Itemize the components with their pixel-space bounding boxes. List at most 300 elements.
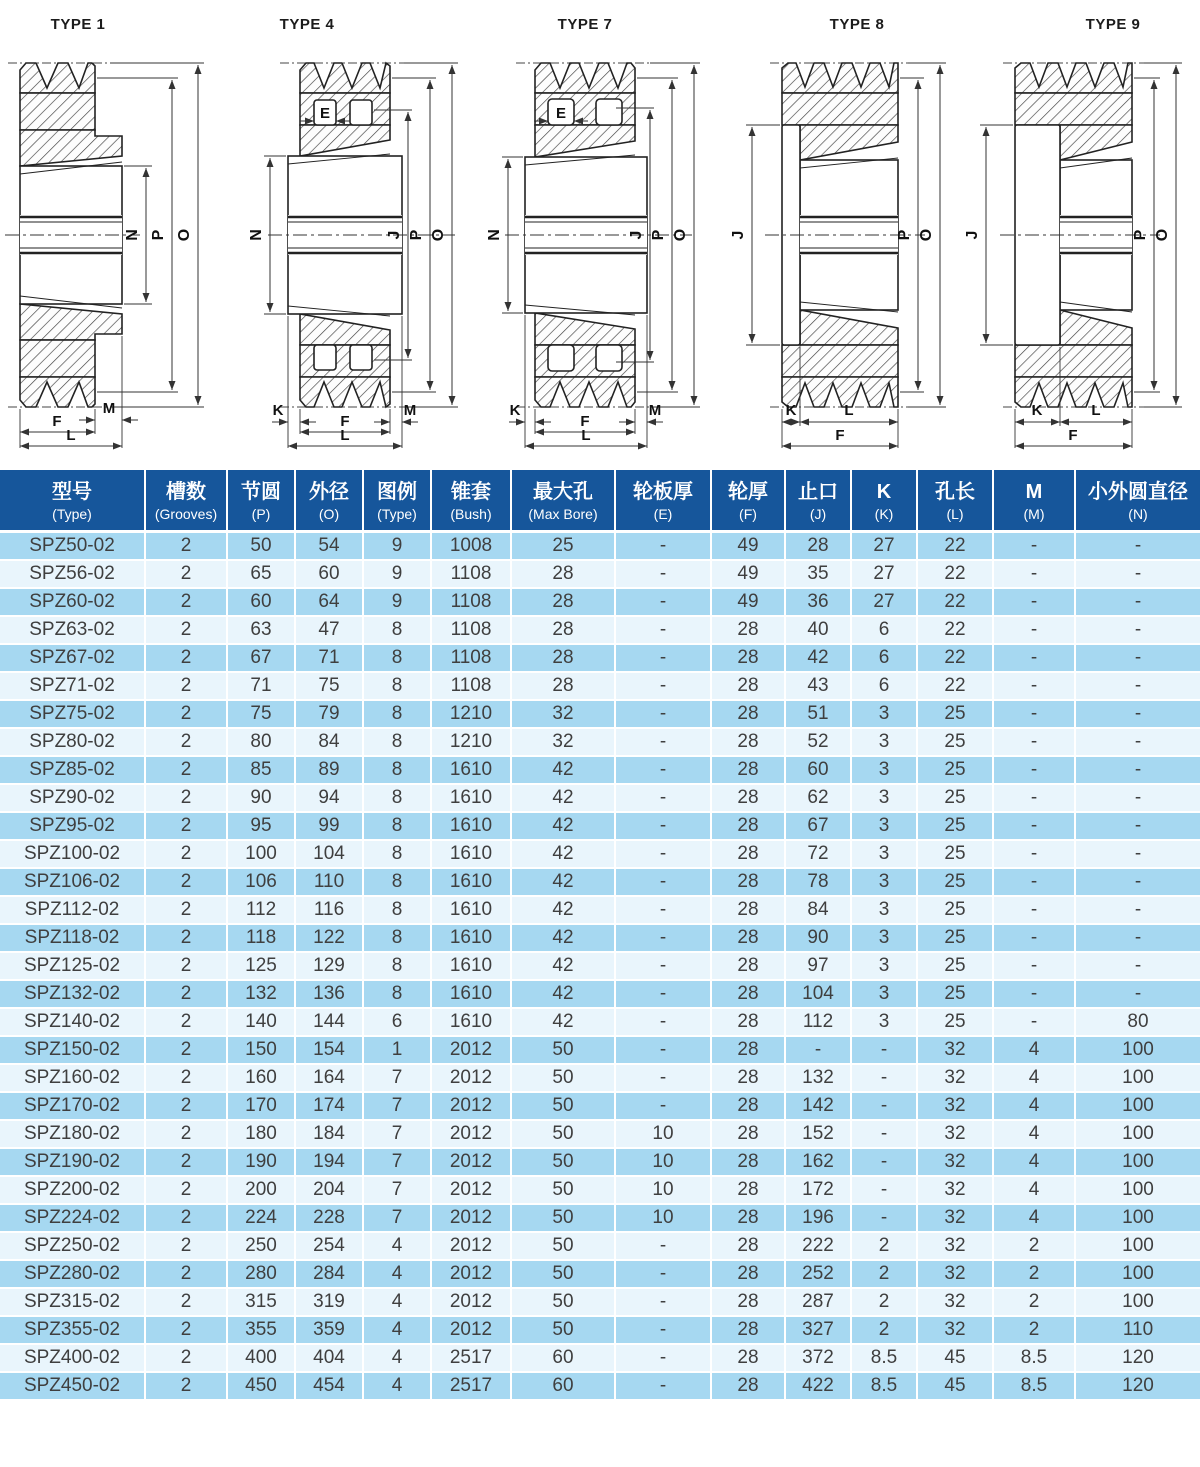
table-cell: 65 <box>228 561 296 589</box>
table-cell: 25 <box>918 1009 994 1037</box>
table-cell: - <box>616 1261 712 1289</box>
table-cell: 27 <box>852 561 918 589</box>
table-cell: 112 <box>228 897 296 925</box>
table-cell: 84 <box>786 897 852 925</box>
table-cell: 2 <box>146 981 228 1009</box>
dim-label-p: P <box>1132 229 1149 241</box>
table-cell: 2 <box>146 1317 228 1345</box>
table-cell: 1108 <box>432 589 512 617</box>
table-cell: 4 <box>364 1373 432 1401</box>
table-cell: SPZ125-02 <box>0 953 146 981</box>
table-cell: 28 <box>712 617 786 645</box>
table-cell: 90 <box>228 785 296 813</box>
table-cell: 1210 <box>432 729 512 757</box>
table-cell: 8 <box>364 953 432 981</box>
table-cell: 42 <box>512 785 616 813</box>
table-cell: 32 <box>512 729 616 757</box>
table-cell: 1108 <box>432 617 512 645</box>
table-cell: 28 <box>712 673 786 701</box>
table-cell: SPZ71-02 <box>0 673 146 701</box>
table-cell: 60 <box>296 561 364 589</box>
pulley-drawing-type-8 <box>720 30 960 450</box>
table-cell: SPZ118-02 <box>0 925 146 953</box>
table-cell: 4 <box>364 1317 432 1345</box>
table-cell: - <box>994 561 1076 589</box>
column-header-9: 止口 (J) <box>786 470 852 533</box>
table-cell: SPZ63-02 <box>0 617 146 645</box>
table-cell: 287 <box>786 1289 852 1317</box>
table-cell: 42 <box>512 897 616 925</box>
table-cell: 6 <box>852 673 918 701</box>
table-cell: 71 <box>296 645 364 673</box>
table-cell: SPZ315-02 <box>0 1289 146 1317</box>
table-cell: 50 <box>512 1177 616 1205</box>
table-cell: 8 <box>364 925 432 953</box>
table-cell: 67 <box>228 645 296 673</box>
table-cell: 4 <box>364 1233 432 1261</box>
table-cell: 32 <box>918 1177 994 1205</box>
table-cell: 28 <box>712 701 786 729</box>
table-row <box>0 1037 1200 1065</box>
table-cell: 100 <box>1076 1065 1200 1093</box>
table-cell: - <box>994 1009 1076 1037</box>
table-cell: - <box>616 1345 712 1373</box>
table-cell: 1610 <box>432 757 512 785</box>
table-cell: 2 <box>146 645 228 673</box>
table-cell: 63 <box>228 617 296 645</box>
table-cell: 1108 <box>432 561 512 589</box>
table-cell: - <box>994 897 1076 925</box>
dim-label-o: O <box>672 228 689 242</box>
dim-label-o: O <box>1154 228 1171 242</box>
table-cell: 80 <box>1076 1009 1200 1037</box>
table-cell: 422 <box>786 1373 852 1401</box>
table-cell: SPZ400-02 <box>0 1345 146 1373</box>
table-cell: 228 <box>296 1205 364 1233</box>
table-cell: 49 <box>712 533 786 561</box>
table-cell: 8 <box>364 981 432 1009</box>
dim-label-f: F <box>52 413 62 430</box>
table-cell: 400 <box>228 1345 296 1373</box>
table-cell: 3 <box>852 953 918 981</box>
column-header-12: M (M) <box>994 470 1076 533</box>
table-cell: 32 <box>918 1121 994 1149</box>
table-cell: 28 <box>712 1121 786 1149</box>
table-cell: 2517 <box>432 1373 512 1401</box>
table-cell: SPZ60-02 <box>0 589 146 617</box>
table-cell: 254 <box>296 1233 364 1261</box>
table-cell: 170 <box>228 1093 296 1121</box>
table-cell: 2 <box>994 1317 1076 1345</box>
table-cell: 67 <box>786 813 852 841</box>
table-cell: 172 <box>786 1177 852 1205</box>
table-cell: - <box>616 869 712 897</box>
table-cell: SPZ200-02 <box>0 1177 146 1205</box>
table-cell: 49 <box>712 589 786 617</box>
table-cell: - <box>1076 673 1200 701</box>
table-row <box>0 1093 1200 1121</box>
table-cell: 2 <box>146 1373 228 1401</box>
table-cell: 2 <box>146 757 228 785</box>
table-cell: 42 <box>512 841 616 869</box>
dim-label-m: M <box>102 400 116 417</box>
table-cell: 32 <box>918 1149 994 1177</box>
table-cell: SPZ140-02 <box>0 1009 146 1037</box>
column-header-8: 轮厚 (F) <box>712 470 786 533</box>
diagram-title-type-8: TYPE 8 <box>829 16 885 33</box>
table-cell: 2 <box>146 1233 228 1261</box>
table-cell: 1610 <box>432 813 512 841</box>
table-cell: 110 <box>296 869 364 897</box>
table-cell: 28 <box>712 1233 786 1261</box>
dim-label-f: F <box>1068 427 1078 444</box>
table-cell: - <box>616 1289 712 1317</box>
table-cell: 355 <box>228 1317 296 1345</box>
table-cell: - <box>1076 533 1200 561</box>
table-cell: SPZ112-02 <box>0 897 146 925</box>
column-header-11: 孔长 (L) <box>918 470 994 533</box>
table-row <box>0 841 1200 869</box>
table-cell: 85 <box>228 757 296 785</box>
table-cell: 8.5 <box>994 1345 1076 1373</box>
table-cell: 2 <box>146 729 228 757</box>
diagram-type-8 <box>720 0 960 470</box>
table-cell: 162 <box>786 1149 852 1177</box>
table-cell: 42 <box>512 953 616 981</box>
table-cell: 2012 <box>432 1317 512 1345</box>
table-cell: 8.5 <box>994 1373 1076 1401</box>
table-cell: 2012 <box>432 1065 512 1093</box>
table-cell: 60 <box>512 1373 616 1401</box>
table-cell: 250 <box>228 1233 296 1261</box>
table-cell: 3 <box>852 757 918 785</box>
table-cell: - <box>616 785 712 813</box>
table-cell: 194 <box>296 1149 364 1177</box>
table-cell: 28 <box>712 1373 786 1401</box>
table-cell: - <box>994 813 1076 841</box>
table-row <box>0 561 1200 589</box>
table-row <box>0 673 1200 701</box>
table-cell: 104 <box>786 981 852 1009</box>
table-cell: 27 <box>852 589 918 617</box>
table-cell: 252 <box>786 1261 852 1289</box>
table-row <box>0 1261 1200 1289</box>
table-cell: SPZ150-02 <box>0 1037 146 1065</box>
dim-label-l: L <box>1091 402 1101 419</box>
table-cell: SPZ80-02 <box>0 729 146 757</box>
table-row <box>0 1233 1200 1261</box>
table-cell: 1008 <box>432 533 512 561</box>
table-cell: 2 <box>146 589 228 617</box>
table-cell: 2012 <box>432 1037 512 1065</box>
table-cell: 1610 <box>432 925 512 953</box>
table-cell: 28 <box>512 645 616 673</box>
table-cell: 50 <box>512 1233 616 1261</box>
table-cell: - <box>1076 925 1200 953</box>
table-cell: 2 <box>146 561 228 589</box>
dim-label-j: J <box>964 230 981 240</box>
table-row <box>0 1065 1200 1093</box>
table-cell: 28 <box>712 925 786 953</box>
table-cell: 6 <box>852 645 918 673</box>
table-cell: 50 <box>512 1149 616 1177</box>
table-cell: - <box>1076 841 1200 869</box>
table-cell: - <box>852 1149 918 1177</box>
table-cell: 28 <box>712 841 786 869</box>
table-cell: 32 <box>918 1093 994 1121</box>
table-cell: 3 <box>852 897 918 925</box>
table-cell: SPZ56-02 <box>0 561 146 589</box>
table-cell: 10 <box>616 1149 712 1177</box>
table-cell: SPZ85-02 <box>0 757 146 785</box>
table-cell: 25 <box>512 533 616 561</box>
table-cell: 140 <box>228 1009 296 1037</box>
table-cell: 2 <box>146 869 228 897</box>
table-cell: - <box>1076 589 1200 617</box>
table-cell: - <box>616 561 712 589</box>
table-cell: - <box>994 533 1076 561</box>
dim-label-n: N <box>486 229 503 241</box>
table-cell: - <box>852 1177 918 1205</box>
table-cell: 284 <box>296 1261 364 1289</box>
table-cell: - <box>852 1093 918 1121</box>
table-cell: 40 <box>786 617 852 645</box>
table-cell: - <box>1076 729 1200 757</box>
table-cell: 100 <box>1076 1149 1200 1177</box>
table-cell: 22 <box>918 533 994 561</box>
table-cell: 32 <box>512 701 616 729</box>
table-cell: 8 <box>364 785 432 813</box>
table-cell: 222 <box>786 1233 852 1261</box>
column-header-1: 槽数 (Grooves) <box>146 470 228 533</box>
table-cell: SPZ224-02 <box>0 1205 146 1233</box>
table-cell: 32 <box>918 1233 994 1261</box>
table-cell: 100 <box>228 841 296 869</box>
table-cell: 28 <box>512 673 616 701</box>
table-cell: 100 <box>1076 1037 1200 1065</box>
table-cell: 2 <box>994 1261 1076 1289</box>
table-cell: 1610 <box>432 897 512 925</box>
column-header-5: 锥套 (Bush) <box>432 470 512 533</box>
table-cell: 89 <box>296 757 364 785</box>
table-cell: SPZ67-02 <box>0 645 146 673</box>
diagram-title-type-9: TYPE 9 <box>1085 16 1141 33</box>
table-cell: - <box>852 1065 918 1093</box>
table-row <box>0 617 1200 645</box>
table-cell: 132 <box>786 1065 852 1093</box>
pulley-drawing-type-7 <box>480 30 720 450</box>
table-cell: 32 <box>918 1065 994 1093</box>
table-cell: - <box>616 897 712 925</box>
table-cell: 2 <box>146 1037 228 1065</box>
column-header-4: 图例 (Type) <box>364 470 432 533</box>
dim-label-f: F <box>580 413 590 430</box>
table-cell: 2012 <box>432 1233 512 1261</box>
table-cell: 78 <box>786 869 852 897</box>
table-cell: 28 <box>712 1177 786 1205</box>
column-header-3: 外径 (O) <box>296 470 364 533</box>
table-cell: 144 <box>296 1009 364 1037</box>
pulley-type-diagrams <box>0 0 1200 470</box>
table-cell: 112 <box>786 1009 852 1037</box>
table-row <box>0 589 1200 617</box>
table-cell: 2 <box>146 701 228 729</box>
table-cell: 8 <box>364 869 432 897</box>
table-cell: 8.5 <box>852 1373 918 1401</box>
table-row <box>0 1009 1200 1037</box>
table-cell: 35 <box>786 561 852 589</box>
table-cell: 100 <box>1076 1261 1200 1289</box>
table-row <box>0 897 1200 925</box>
table-cell: 7 <box>364 1177 432 1205</box>
diagram-type-9 <box>960 0 1200 470</box>
table-cell: 174 <box>296 1093 364 1121</box>
table-cell: 3 <box>852 1009 918 1037</box>
table-row <box>0 1177 1200 1205</box>
table-cell: 75 <box>296 673 364 701</box>
table-cell: - <box>616 533 712 561</box>
diagram-title-type-1: TYPE 1 <box>50 16 106 33</box>
table-row <box>0 1345 1200 1373</box>
table-row <box>0 1205 1200 1233</box>
table-cell: - <box>1076 785 1200 813</box>
table-cell: 100 <box>1076 1177 1200 1205</box>
table-cell: 3 <box>852 869 918 897</box>
table-cell: 4 <box>994 1177 1076 1205</box>
table-cell: 2 <box>146 1009 228 1037</box>
table-cell: 3 <box>852 701 918 729</box>
table-cell: 150 <box>228 1037 296 1065</box>
table-cell: 25 <box>918 869 994 897</box>
diagram-type-4 <box>240 0 480 470</box>
table-cell: SPZ190-02 <box>0 1149 146 1177</box>
table-cell: 2 <box>852 1233 918 1261</box>
table-cell: SPZ355-02 <box>0 1317 146 1345</box>
table-cell: 28 <box>712 729 786 757</box>
table-cell: 2517 <box>432 1345 512 1373</box>
dim-label-j: J <box>730 230 747 240</box>
table-cell: 28 <box>712 1289 786 1317</box>
table-cell: 2 <box>146 925 228 953</box>
table-cell: 50 <box>512 1121 616 1149</box>
table-cell: SPZ50-02 <box>0 533 146 561</box>
table-cell: 319 <box>296 1289 364 1317</box>
table-cell: 22 <box>918 617 994 645</box>
table-cell: 118 <box>228 925 296 953</box>
table-cell: 110 <box>1076 1317 1200 1345</box>
table-cell: 25 <box>918 701 994 729</box>
table-row <box>0 1289 1200 1317</box>
dim-label-m: M <box>403 402 417 419</box>
table-cell: 2 <box>146 813 228 841</box>
table-cell: - <box>994 925 1076 953</box>
table-cell: 50 <box>512 1093 616 1121</box>
table-cell: - <box>616 1009 712 1037</box>
table-cell: - <box>1076 869 1200 897</box>
table-cell: 28 <box>712 981 786 1009</box>
column-header-10: K (K) <box>852 470 918 533</box>
table-cell: 42 <box>786 645 852 673</box>
table-cell: 50 <box>228 533 296 561</box>
dim-label-f: F <box>340 413 350 430</box>
table-cell: 22 <box>918 561 994 589</box>
table-cell: 50 <box>512 1261 616 1289</box>
table-cell: - <box>616 673 712 701</box>
table-cell: 2012 <box>432 1177 512 1205</box>
dim-label-p: P <box>650 229 667 241</box>
table-cell: 1108 <box>432 645 512 673</box>
table-cell: 136 <box>296 981 364 1009</box>
pulley-drawing-type-9 <box>960 30 1200 450</box>
table-cell: 100 <box>1076 1289 1200 1317</box>
dim-label-k: K <box>272 402 284 419</box>
table-cell: 64 <box>296 589 364 617</box>
table-cell: 25 <box>918 953 994 981</box>
table-cell: - <box>1076 897 1200 925</box>
table-cell: 32 <box>918 1317 994 1345</box>
table-cell: 10 <box>616 1121 712 1149</box>
table-cell: 4 <box>364 1345 432 1373</box>
table-cell: 25 <box>918 925 994 953</box>
table-cell: 2 <box>146 953 228 981</box>
table-cell: - <box>616 645 712 673</box>
table-row <box>0 1317 1200 1345</box>
table-cell: 1610 <box>432 1009 512 1037</box>
table-cell: 27 <box>852 533 918 561</box>
column-header-13: 小外圆直径 (N) <box>1076 470 1200 533</box>
table-cell: 7 <box>364 1065 432 1093</box>
table-cell: 90 <box>786 925 852 953</box>
table-cell: 43 <box>786 673 852 701</box>
table-cell: 132 <box>228 981 296 1009</box>
table-cell: 97 <box>786 953 852 981</box>
table-cell: - <box>994 673 1076 701</box>
table-cell: 2 <box>852 1289 918 1317</box>
pulley-drawing-type-1 <box>0 30 240 450</box>
table-cell: - <box>994 869 1076 897</box>
table-cell: 22 <box>918 645 994 673</box>
table-cell: - <box>1076 617 1200 645</box>
table-cell: - <box>616 1233 712 1261</box>
table-cell: 8.5 <box>852 1345 918 1373</box>
table-cell: 4 <box>364 1261 432 1289</box>
table-row <box>0 533 1200 561</box>
table-cell: 3 <box>852 729 918 757</box>
table-cell: - <box>786 1037 852 1065</box>
table-cell: - <box>616 1317 712 1345</box>
table-cell: 2 <box>852 1261 918 1289</box>
table-cell: 42 <box>512 757 616 785</box>
table-cell: - <box>1076 561 1200 589</box>
table-row <box>0 925 1200 953</box>
table-cell: 450 <box>228 1373 296 1401</box>
table-cell: 71 <box>228 673 296 701</box>
table-cell: 100 <box>1076 1093 1200 1121</box>
table-cell: 25 <box>918 785 994 813</box>
table-cell: 28 <box>712 1065 786 1093</box>
table-cell: 4 <box>994 1065 1076 1093</box>
table-cell: SPZ100-02 <box>0 841 146 869</box>
dim-label-j: J <box>628 230 645 240</box>
table-cell: 1210 <box>432 701 512 729</box>
table-cell: 28 <box>786 533 852 561</box>
dim-label-l: L <box>581 427 591 444</box>
table-cell: - <box>616 981 712 1009</box>
table-cell: - <box>1076 953 1200 981</box>
table-cell: 32 <box>918 1037 994 1065</box>
table-cell: - <box>994 841 1076 869</box>
table-row <box>0 1121 1200 1149</box>
